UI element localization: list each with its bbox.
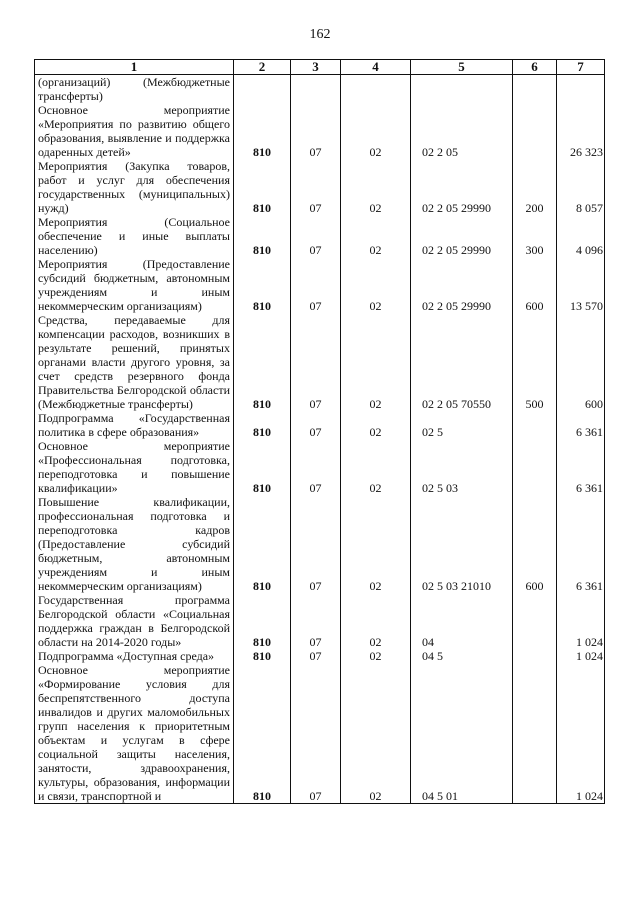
row-expense-type [513,411,557,439]
row-grbs: 810 [234,663,291,804]
row-expense-type [513,75,557,104]
table-row [35,159,605,215]
row-expense-type: 600 [513,257,557,313]
row-grbs: 810 [234,411,291,439]
row-amount: 6 361 [557,411,605,439]
table-row [35,103,605,159]
row-amount: 6 361 [557,439,605,495]
row-amount: 6 361 [557,495,605,593]
row-expense-type: 300 [513,215,557,257]
table-row [35,663,605,804]
row-subsection: 02 [341,649,411,663]
row-name: Мероприятия (Социальное обеспечение и иные выплаты населению) [35,215,234,257]
row-grbs: 810 [234,649,291,663]
table-row [35,649,605,663]
row-target-article: 02 5 03 21010 [411,495,513,593]
row-name: Средства, передаваемые для компенсации расходов, возникших в результате решений, принятых органами власти другого уровня, за счет средств резервного фонда Правительства Белгородской области (Межбюджетные трансферты) [35,313,234,411]
header-col-4: 4 [341,60,411,75]
table-row [35,593,605,649]
row-name: Подпрограмма «Государственная политика в сфере образования» [35,411,234,439]
header-col-3: 3 [291,60,341,75]
row-grbs [234,75,291,104]
row-name: (организаций) (Межбюджетные трансферты) [35,75,234,104]
row-target-article: 02 5 [411,411,513,439]
row-section: 07 [291,411,341,439]
row-subsection: 02 [341,103,411,159]
row-subsection: 02 [341,159,411,215]
row-section: 07 [291,593,341,649]
row-target-article: 04 5 01 [411,663,513,804]
header-col-5: 5 [411,60,513,75]
header-col-2: 2 [234,60,291,75]
row-section: 07 [291,215,341,257]
row-name: Мероприятия (Закупка товаров, работ и услуг для обеспечения государственных (муниципальных) нужд) [35,159,234,215]
row-grbs: 810 [234,215,291,257]
row-name: Подпрограмма «Доступная среда» [35,649,234,663]
row-amount: 26 323 [557,103,605,159]
row-amount: 1 024 [557,649,605,663]
row-grbs: 810 [234,103,291,159]
row-subsection: 02 [341,495,411,593]
row-target-article: 02 2 05 [411,103,513,159]
row-amount: 1 024 [557,593,605,649]
row-subsection: 02 [341,257,411,313]
row-expense-type [513,663,557,804]
row-section: 07 [291,663,341,804]
table-row [35,257,605,313]
header-col-7: 7 [557,60,605,75]
row-grbs: 810 [234,495,291,593]
row-expense-type: 500 [513,313,557,411]
row-target-article: 02 2 05 29990 [411,257,513,313]
row-section: 07 [291,439,341,495]
row-expense-type: 600 [513,495,557,593]
header-row [35,60,605,75]
table-row [35,439,605,495]
row-section: 07 [291,313,341,411]
row-subsection: 02 [341,411,411,439]
row-expense-type [513,649,557,663]
table-row [35,411,605,439]
table-row [35,75,605,104]
table-header [35,60,605,75]
row-target-article: 04 5 [411,649,513,663]
row-name: Мероприятия (Предоставление субсидий бюджетным, автономным учреждениям и иным некоммерческим организациям) [35,257,234,313]
row-target-article [411,75,513,104]
row-subsection: 02 [341,313,411,411]
row-grbs: 810 [234,593,291,649]
row-section: 07 [291,159,341,215]
row-name: Государственная программа Белгородской области «Социальная поддержка граждан в Белгородской области на 2014-2020 годы» [35,593,234,649]
table-body [35,75,605,804]
row-name: Основное мероприятие «Мероприятия по развитию общего образования, выявление и поддержка одаренных детей» [35,103,234,159]
table-row [35,313,605,411]
row-amount: 600 [557,313,605,411]
row-grbs: 810 [234,313,291,411]
row-section: 07 [291,495,341,593]
table-row [35,215,605,257]
row-amount: 13 570 [557,257,605,313]
page-number: 162 [309,27,331,42]
row-grbs: 810 [234,159,291,215]
row-subsection: 02 [341,593,411,649]
row-subsection: 02 [341,439,411,495]
row-amount: 8 057 [557,159,605,215]
row-expense-type [513,103,557,159]
row-section: 07 [291,649,341,663]
row-expense-type [513,439,557,495]
header-col-1: 1 [35,60,234,75]
row-target-article: 02 2 05 29990 [411,159,513,215]
row-grbs: 810 [234,257,291,313]
row-subsection: 02 [341,663,411,804]
row-section: 07 [291,257,341,313]
row-subsection: 02 [341,215,411,257]
row-subsection [341,75,411,104]
row-amount: 4 096 [557,215,605,257]
row-grbs: 810 [234,439,291,495]
row-target-article: 02 5 03 [411,439,513,495]
table-row [35,495,605,593]
row-amount [557,75,605,104]
row-section: 07 [291,103,341,159]
budget-table [34,59,605,804]
row-name: Основное мероприятие «Формирование условия для беспрепятственного доступа инвалидов и других маломобильных групп населения к приоритетным объектам и услугам в сфере социальной защиты населения, занятости, здравоохранения, культуры, образования, информации и связи, транспортной и [35,663,234,804]
header-col-6: 6 [513,60,557,75]
row-section [291,75,341,104]
row-expense-type: 200 [513,159,557,215]
row-target-article: 02 2 05 70550 [411,313,513,411]
row-target-article: 04 [411,593,513,649]
row-target-article: 02 2 05 29990 [411,215,513,257]
row-expense-type [513,593,557,649]
row-name: Основное мероприятие «Профессиональная подготовка, переподготовка и повышение квалификации» [35,439,234,495]
row-amount: 1 024 [557,663,605,804]
row-name: Повышение квалификации, профессиональная подготовка и переподготовка кадров (Предоставление субсидий бюджетным, автономным учреждениям и иным некоммерческим организациям) [35,495,234,593]
